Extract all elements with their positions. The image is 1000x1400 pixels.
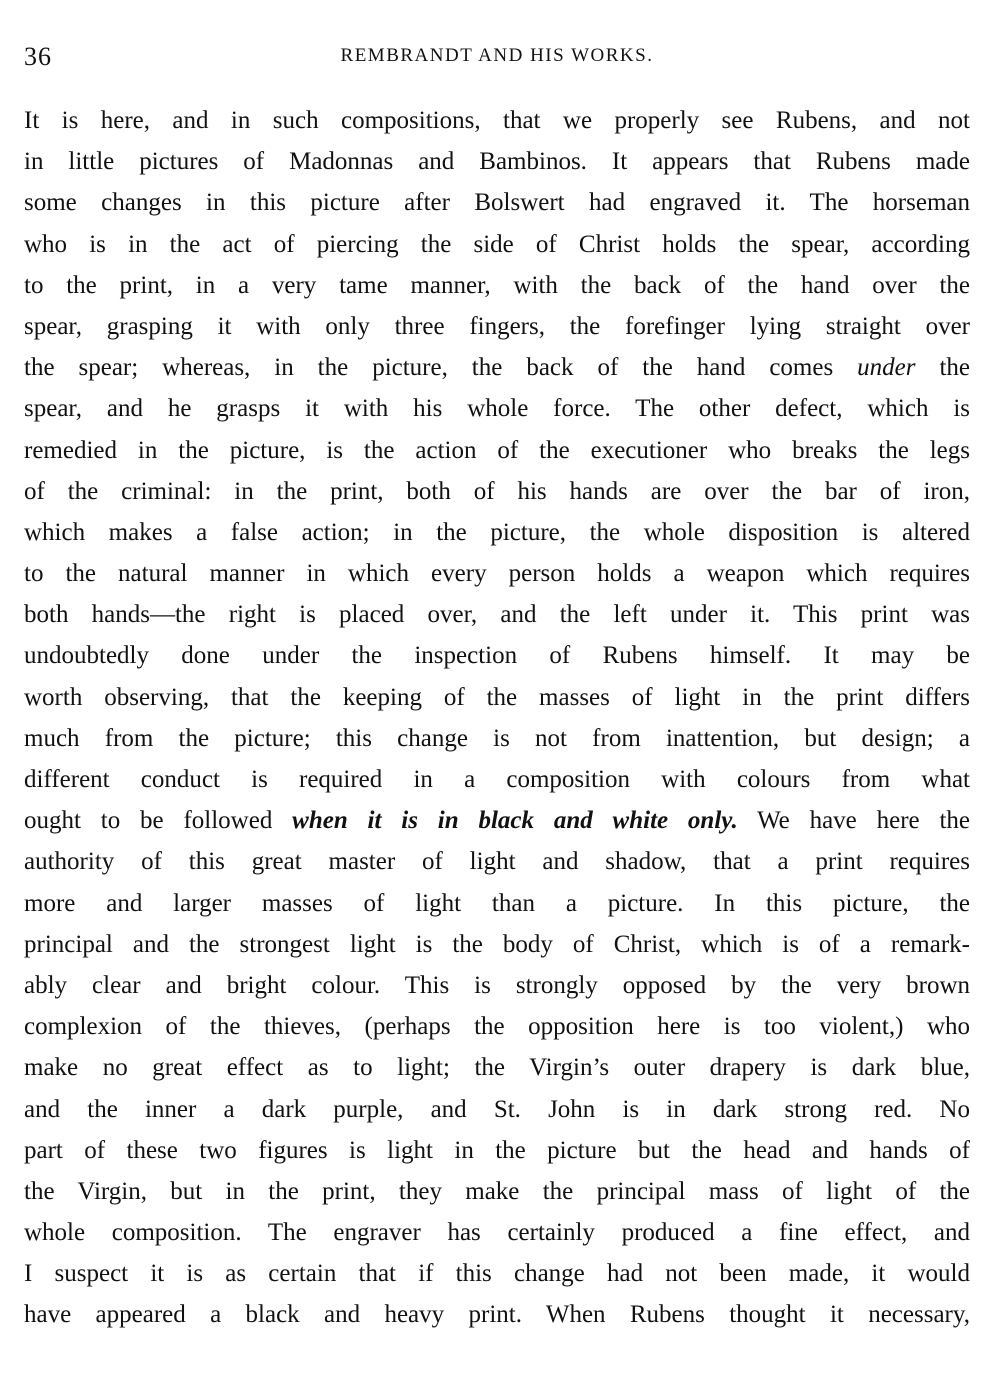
- body-text: [24, 100, 970, 1336]
- italic-emphasis: under: [857, 354, 916, 382]
- text-line: spear, grasping it with only three fingers, the forefinger lying straight over: [24, 312, 970, 340]
- text-line: It is here, and in such compositions, that we properly see Rubens, and not: [24, 107, 970, 134]
- text-line: authority of this great master of light and shadow, that a print requires: [24, 848, 970, 876]
- text-line: some changes in this picture after Bolswert had engraved it. The horseman: [24, 189, 970, 217]
- text-line: which makes a false action; in the picture, the whole disposition is altered: [24, 518, 970, 546]
- text-line: make no great effect as to light; the Virgin’s outer drapery is dark blue,: [24, 1054, 970, 1082]
- text-line: and the inner a dark purple, and St. John is in dark strong red. No: [24, 1095, 970, 1123]
- italic-emphasis: when it is in black and white only.: [292, 807, 738, 835]
- running-head: [24, 42, 970, 76]
- text-line: to the natural manner in which every person holds a weapon which requires: [24, 560, 970, 588]
- text-line: spear, and he grasps it with his whole force. The other defect, which is: [24, 395, 970, 423]
- text-segment: ought to be followed: [24, 807, 293, 835]
- text-line: [24, 347, 970, 388]
- text-line: part of these two figures is light in the picture but the head and hands of: [24, 1136, 970, 1164]
- text-line: worth observing, that the keeping of the masses of light in the print differs: [24, 683, 970, 711]
- text-line: complexion of the thieves, (perhaps the opposition here is too violent,) who: [24, 1013, 970, 1041]
- page-number: 36: [24, 42, 52, 71]
- running-title: REMBRANDT AND HIS WORKS.: [340, 45, 654, 66]
- text-segment: the: [915, 354, 970, 382]
- text-line: who is in the act of piercing the side of Christ holds the spear, according: [24, 230, 970, 258]
- text-line: to the print, in a very tame manner, with the back of the hand over the: [24, 271, 970, 299]
- text-line: the Virgin, but in the print, they make the principal mass of light of the: [24, 1177, 970, 1205]
- text-line: ably clear and bright colour. This is strongly opposed by the very brown: [24, 971, 970, 999]
- text-line: undoubtedly done under the inspection of Rubens himself. It may be: [24, 642, 970, 670]
- text-segment: the spear; whereas, in the picture, the back of the hand comes: [24, 354, 858, 382]
- text-line: [24, 800, 970, 841]
- text-line: principal and the strongest light is the body of Christ, which is of a remark-: [24, 930, 970, 958]
- text-line: different conduct is required in a composition with colours from what: [24, 766, 970, 793]
- text-line: whole composition. The engraver has certainly produced a fine effect, and: [24, 1219, 970, 1247]
- text-line: both hands—the right is placed over, and the left under it. This print was: [24, 601, 970, 629]
- text-line: more and larger masses of light than a picture. In this picture, the: [24, 889, 970, 917]
- text-line: have appeared a black and heavy print. When Rubens thought it necessary,: [24, 1301, 970, 1329]
- text-line: of the criminal: in the print, both of his hands are over the bar of iron,: [24, 477, 970, 505]
- text-line: in little pictures of Madonnas and Bambinos. It appears that Rubens made: [24, 148, 970, 176]
- text-line: much from the picture; this change is not from inattention, but design; a: [24, 724, 970, 752]
- text-line: remedied in the picture, is the action of the executioner who breaks the legs: [24, 436, 970, 464]
- text-segment: We have here the: [737, 807, 970, 835]
- text-line: I suspect it is as certain that if this change had not been made, it would: [24, 1260, 970, 1288]
